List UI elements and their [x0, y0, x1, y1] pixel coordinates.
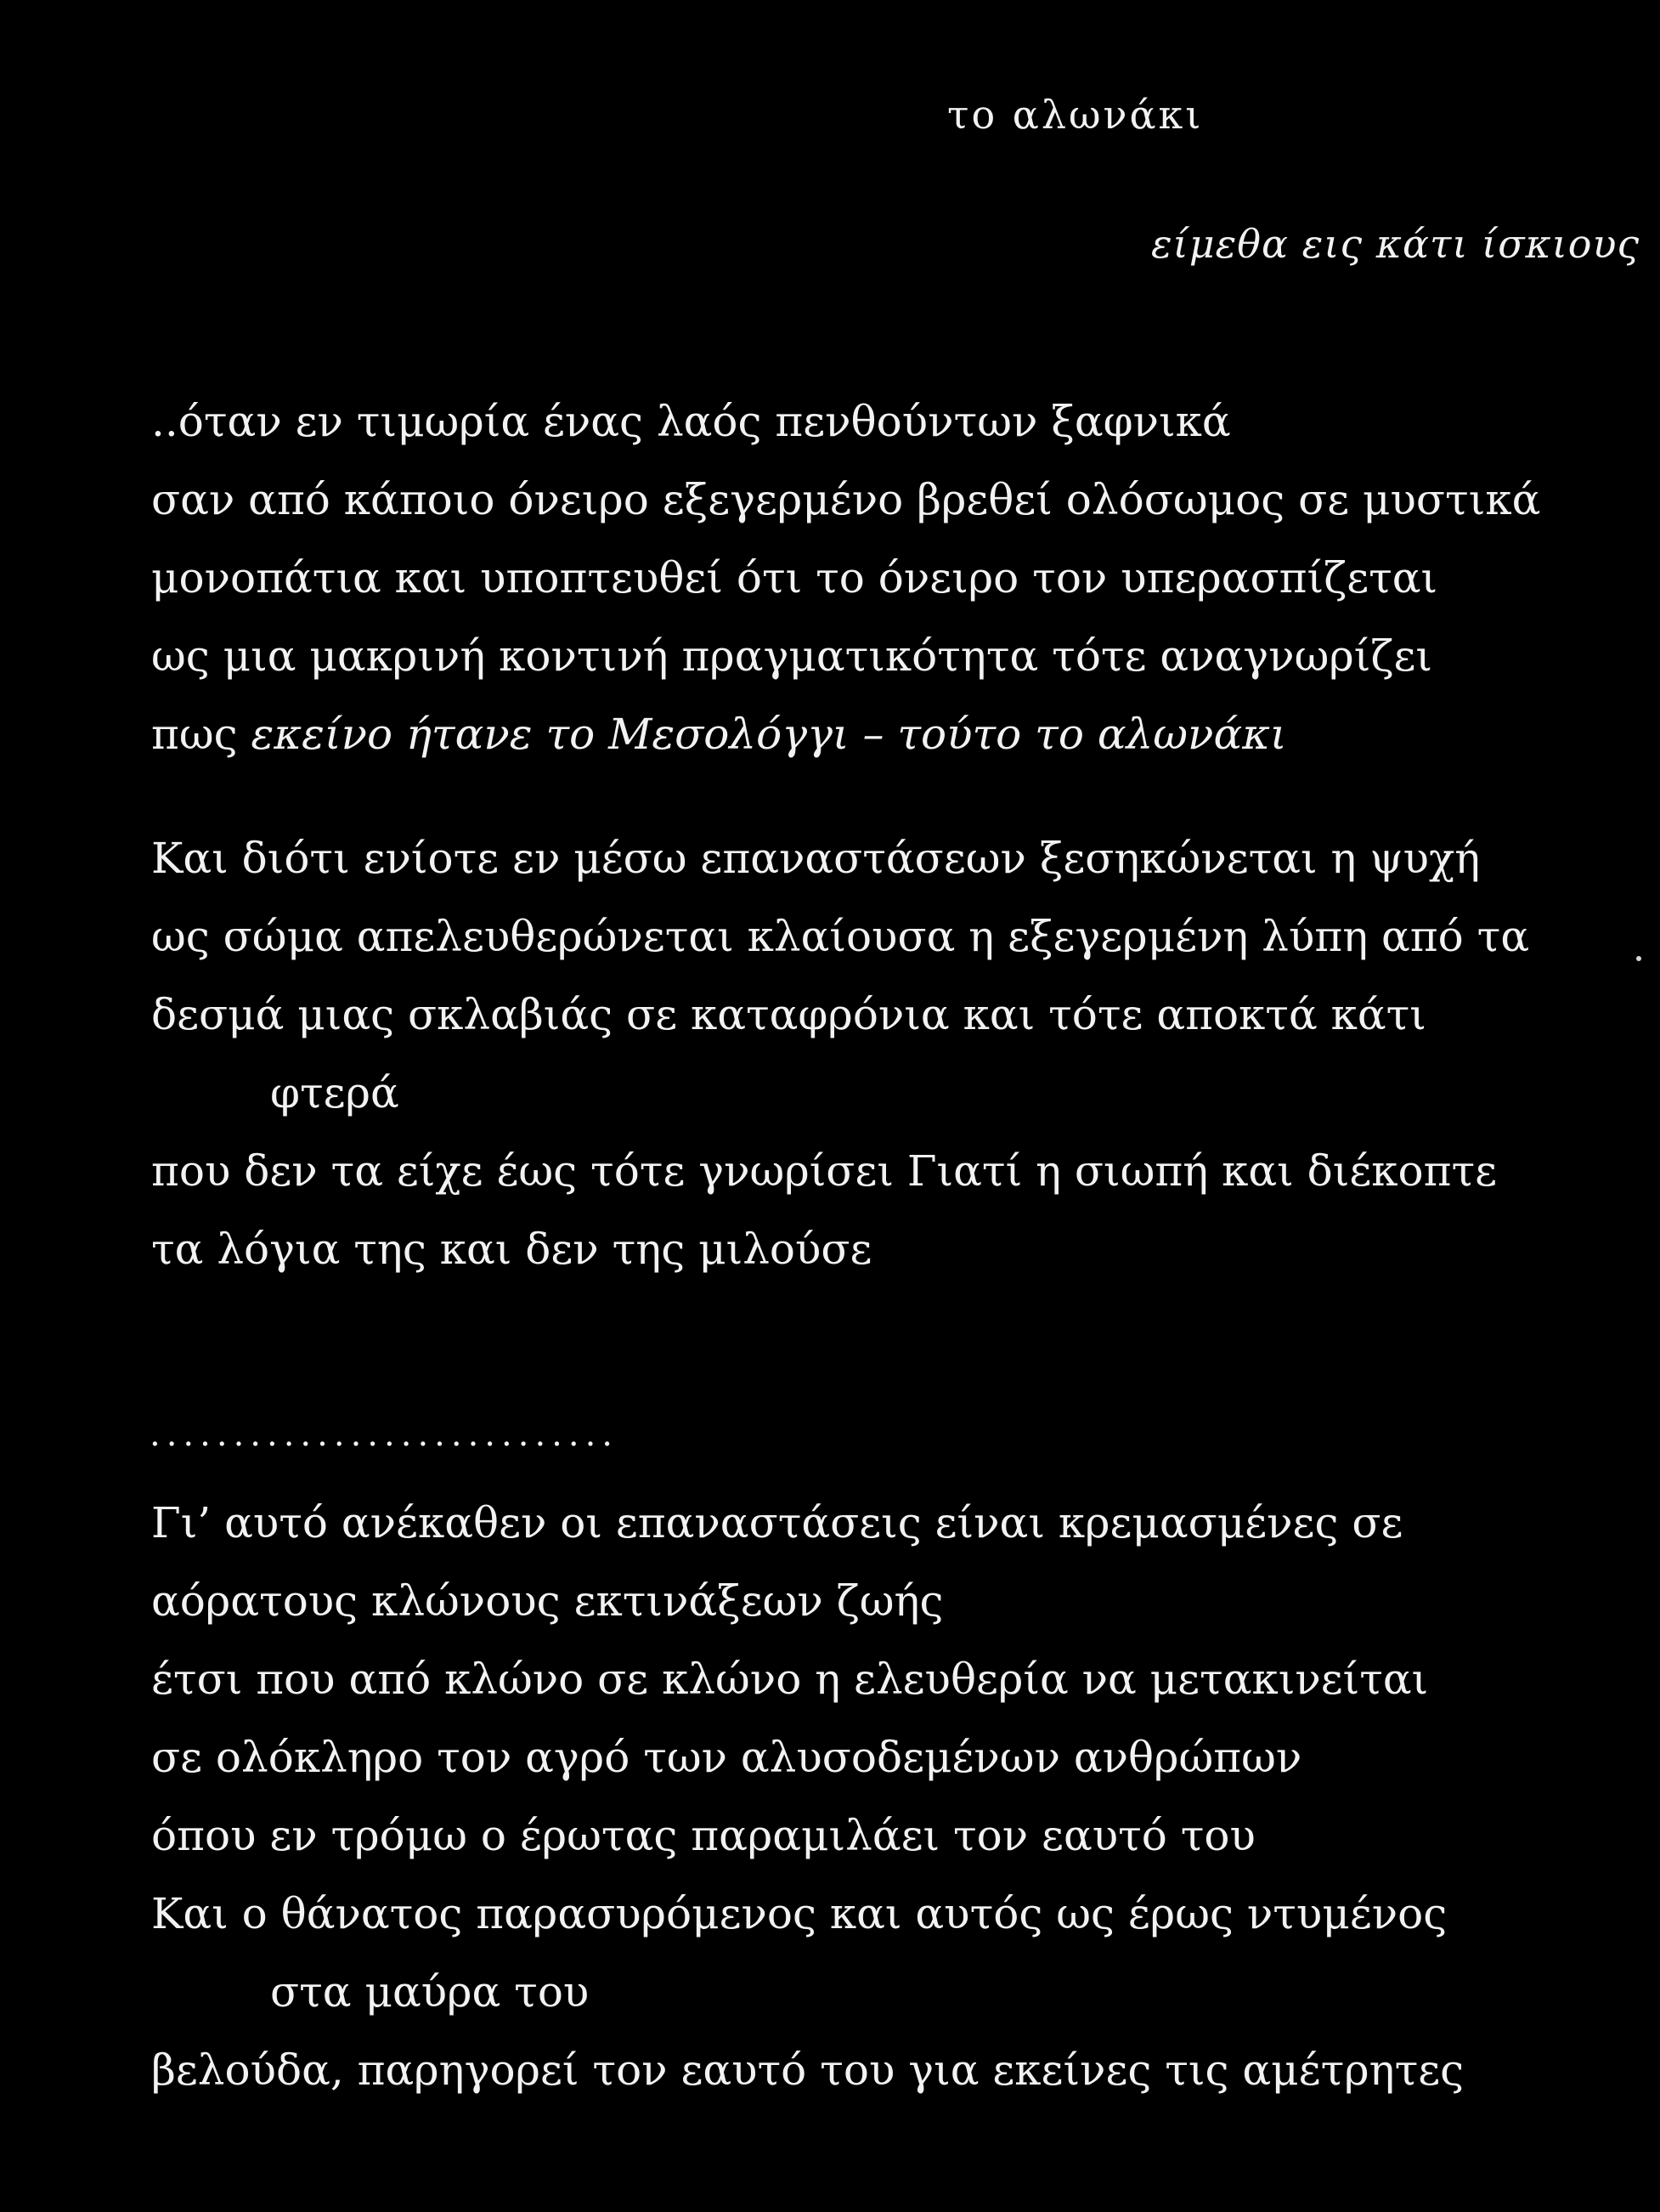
- section-separator: ............................: [150, 1415, 619, 1454]
- verse-line: τα λόγια της και δεν της μιλούσε: [151, 1225, 872, 1274]
- verse-line: αόρατους κλώνους εκτινάξεων ζωής: [151, 1576, 944, 1626]
- verse-line: όπου εν τρόμω ο έρωτας παραμιλάει τον εαυτό του: [151, 1811, 1256, 1860]
- poem-title: το αλωνάκι: [947, 92, 1204, 138]
- verse-line: δεσμά μιας σκλαβιάς σε καταφρόνια και τότε αποκτά κάτι: [151, 990, 1426, 1039]
- stanza-2: [151, 819, 1529, 1288]
- verse-line: σαν από κάποιο όνειρο εξεγερμένο βρεθεί ολόσωμος σε μυστικά: [151, 475, 1541, 524]
- verse-line-indented: φτερά: [270, 1068, 399, 1117]
- verse-line: Και ο θάνατος παρασυρόμενος και αυτός ως έρως ντυμένος: [151, 1889, 1448, 1938]
- verse-line: που δεν τα είχε έως τότε γνωρίσει Γιατί η σιωπή και διέκοπτε: [151, 1146, 1498, 1196]
- verse-line: σε ολόκληρο τον αγρό των αλυσοδεμένων ανθρώπων: [151, 1733, 1302, 1782]
- verse-line: ως μια μακρινή κοντινή πραγματικότητα τότε αναγνωρίζει: [151, 631, 1432, 681]
- stanza-1: [151, 382, 1540, 773]
- verse-line: ..όταν εν τιμωρία ένας λαός πενθούντων ξαφνικά: [151, 397, 1231, 446]
- verse-line: Και διότι ενίοτε εν μέσω επαναστάσεων ξεσηκώνεται η ψυχή: [151, 834, 1481, 883]
- stanza-3: [151, 1484, 1464, 2109]
- verse-line: έτσι που από κλώνο σε κλώνο η ελευθερία να μετακινείται: [151, 1655, 1429, 1704]
- print-speck: [1636, 956, 1641, 961]
- verse-line-indented: στα μαύρα του: [270, 1967, 590, 2017]
- verse-line: Γι’ αυτό ανέκαθεν οι επαναστάσεις είναι κρεμασμένες σε: [151, 1498, 1403, 1547]
- verse-line: [151, 695, 1540, 773]
- verse-line-italic: εκείνο ήτανε το Μεσολόγγι – τούτο το αλωνάκι: [251, 710, 1287, 759]
- epigraph: είμεθα εις κάτι ίσκιους: [1151, 221, 1640, 267]
- verse-line: βελούδα, παρηγορεί τον εαυτό του για εκείνες τις αμέτρητες: [151, 2045, 1465, 2095]
- verse-line-start: πως: [151, 710, 251, 759]
- verse-line: μονοπάτια και υποπτευθεί ότι το όνειρο τον υπερασπίζεται: [151, 553, 1438, 603]
- verse-line: ως σώμα απελευθερώνεται κλαίουσα η εξεγερμένη λύπη από τα: [151, 912, 1530, 961]
